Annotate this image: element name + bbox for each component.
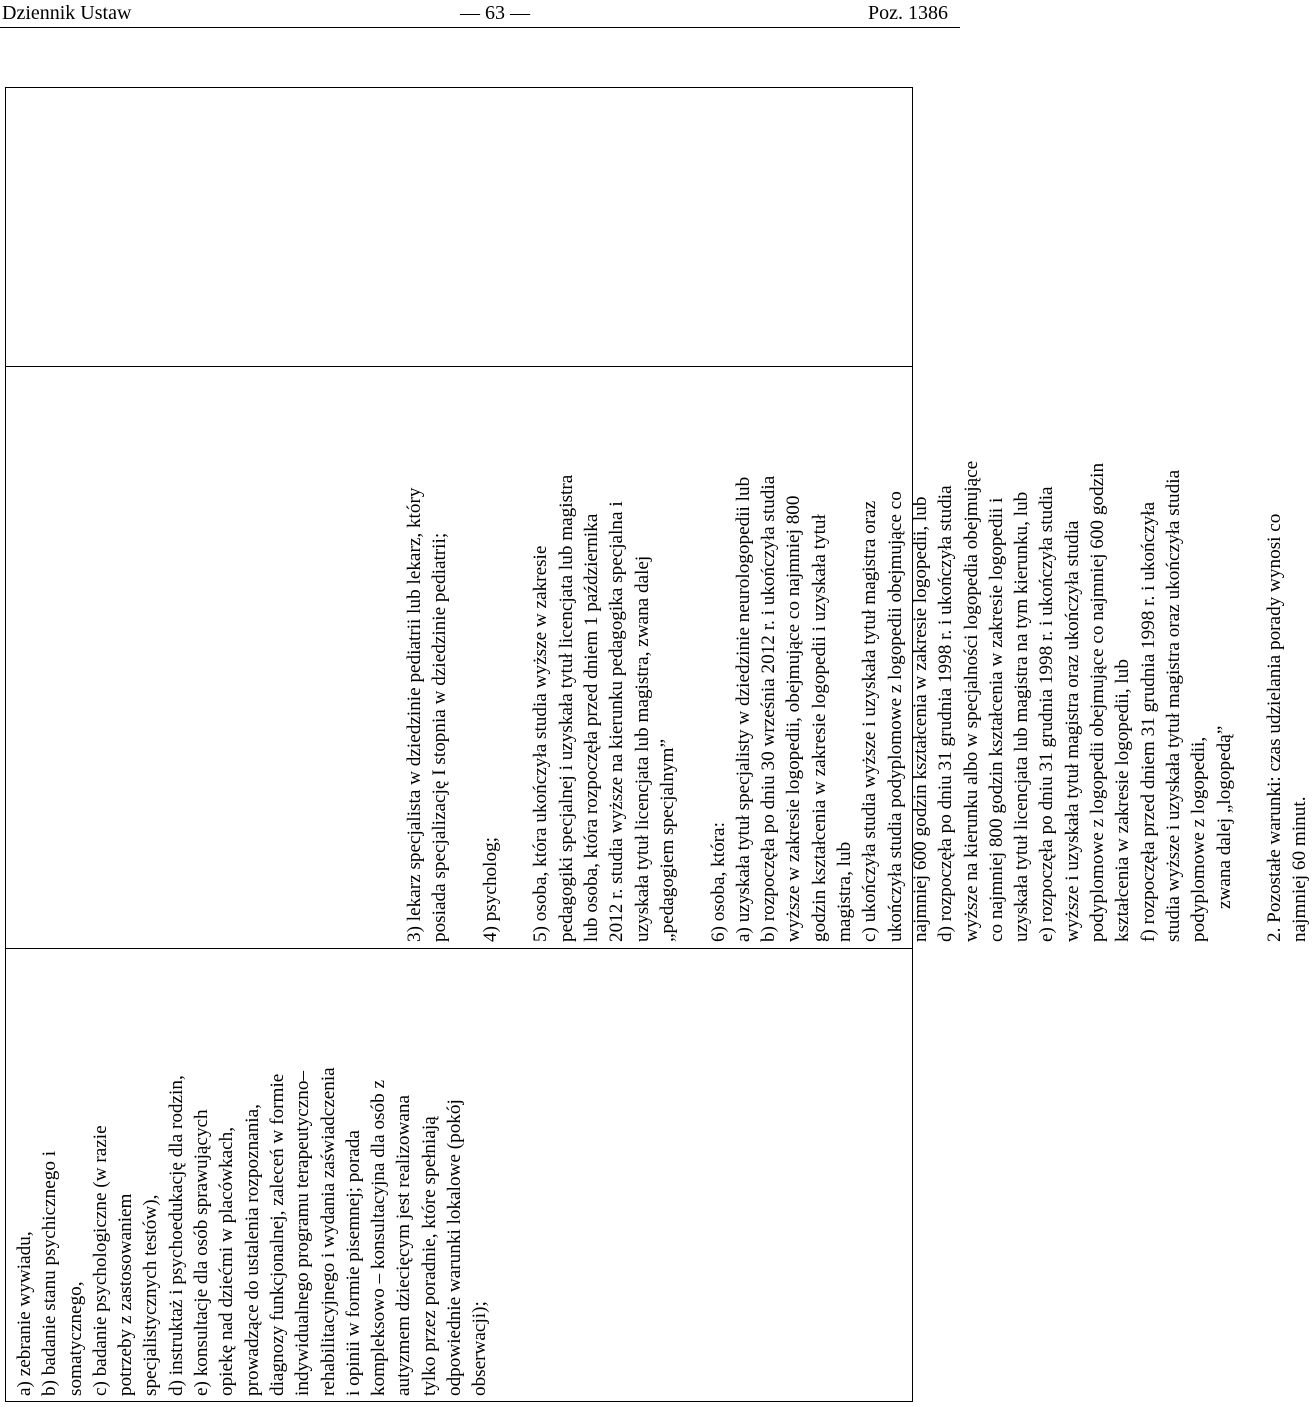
col2-line: zwana dalej „logopedą” [1213,725,1235,909]
col2-line: e) rozpoczęła po dniu 31 grudnia 1998 r. i ukończyła studia [1036,486,1058,942]
page-number: — 63 — [460,2,530,24]
col1-line: obserwacji); [469,1301,491,1396]
col1-line: rehabilitacyjnego i wydania zaświadczenia [317,1067,339,1396]
col2-line: posiada specjalizację I stopnia w dziedzinie pediatrii; [429,532,451,942]
col2-line: 5) osoba, która ukończyła studia wyższe w zakresie [530,545,552,942]
col2-line: podyplomowe z logopedii obejmujące co najmniej 600 godzin [1087,462,1109,942]
col2-line: d) rozpoczęła po dniu 31 grudnia 1998 r. i ukończyła studia [935,485,957,942]
col2-line [1237,372,1262,942]
col2-line: ukończyła studia podyplomowe z logopedii obejmujące co [884,491,906,942]
col2-line: podyplomowe z logopedii, [1188,736,1210,942]
col1-line: odpowiednie warunki lokalowe (pokój [444,1099,466,1396]
col2-line: godzin kształcenia w zakresie logopedii i uzyskała tytuł [808,514,830,942]
col2-line: wyższe i uzyskała tytuł magistra oraz ukończyła studia [1061,520,1083,942]
col2-line: 6) osoba, która: [707,822,729,942]
col1-line: diagnozy funkcjonalnej, zaleceń w formie [266,1073,288,1396]
col1-line: a) zebranie wywiadu, [14,1231,35,1396]
col1-line: e) konsultacje dla osób sprawujących [191,1109,213,1396]
header-rule [0,27,960,28]
col1-line: indywidualnego programu terapeutyczno– [292,1070,314,1396]
col2-line: wyższe w zakresie logopedii, obejmujące co najmniej 800 [783,495,805,942]
col2-line: 2. Pozostałe warunki: czas udzielania porady wynosi co [1264,513,1286,942]
col2-line: kształcenia w zakresie logopedii, lub [1112,659,1134,942]
col2-line: „pedagogiem specjalnym” [656,739,678,942]
page-header [0,0,960,28]
col2-line [503,372,528,942]
col2-line: 4) psycholog; [479,837,501,942]
col1-line: somatycznego, [64,1281,86,1396]
col1-line: autyzmem dziecięcym jest realizowana [393,1095,415,1396]
column-divider-bottom [5,948,913,949]
col1-line: potrzeby z zastosowaniem [115,1193,137,1396]
col2-line: lub osoba, która rozpoczęła przed dniem 1 października [581,513,603,942]
column-scope [12,956,493,1396]
col2-line [453,372,478,942]
col2-line: najmniej 600 godzin kształcenia w zakresie logopedii, lub [909,496,931,942]
journal-title: Dziennik Ustaw [2,2,132,24]
col2-line: co najmniej 800 godzin kształcenia w zakresie logopedii i [985,497,1007,942]
col2-line: magistra, lub [834,841,856,942]
col1-line: c) badanie psychologiczne (w razie [89,1125,111,1396]
col2-line: uzyskała tytuł licencjata lub magistra, zwana dalej [631,555,653,942]
col1-line: i opinii w formie pisemnej; porada [342,1130,364,1396]
col2-line: studia wyższe i uzyskała tytuł magistra oraz ukończyła studia [1162,469,1184,942]
col2-line: a) uzyskała tytuł specjalisty w dziedzinie neurologopedii lub [732,476,754,942]
col1-line: opiekę nad dziećmi w placówkach, [216,1126,238,1396]
col2-line: 3) lekarz specjalista w dziedzinie pediatrii lub lekarz, który [404,487,425,942]
col2-line: najmniej 60 minut. [1289,796,1311,942]
col1-line: specjalistycznych testów), [140,1194,162,1396]
col2-line: uzyskała tytuł licencjata lub magistra na tym kierunku, lub [1011,491,1033,942]
col1-line: tylko przez poradnie, które spełniają [418,1116,440,1396]
column-staff [402,372,1313,942]
column-divider-top [5,366,913,367]
position-number: Poz. 1386 [868,2,948,24]
col2-line: c) ukończyła studia wyższe i uzyskała tytuł magistra oraz [859,500,881,942]
col2-line [680,372,705,942]
col2-line: b) rozpoczęła po dniu 30 września 2012 r. i ukończyła studia [758,475,780,942]
col2-line: wyższe na kierunku albo w specjalności logopedia obejmujące [960,460,982,942]
col1-line: prowadzące do ustalenia rozpoznania, [241,1104,263,1396]
col1-line: d) instruktaż i psychoedukację dla rodzin, [165,1075,187,1396]
col2-line: 2012 r. studia wyższe na kierunku pedagogika specjalna i [606,501,628,942]
col2-line: pedagogiki specjalnej i uzyskała tytuł licencjata lub magistra [555,474,577,942]
col2-line: f) rozpoczęła przed dniem 31 grudnia 1998 r. i ukończyła [1137,501,1159,942]
col1-line: b) badanie stanu psychicznego i [39,1150,61,1396]
col1-line: kompleksowo – konsultacyjna dla osób z [368,1079,390,1396]
